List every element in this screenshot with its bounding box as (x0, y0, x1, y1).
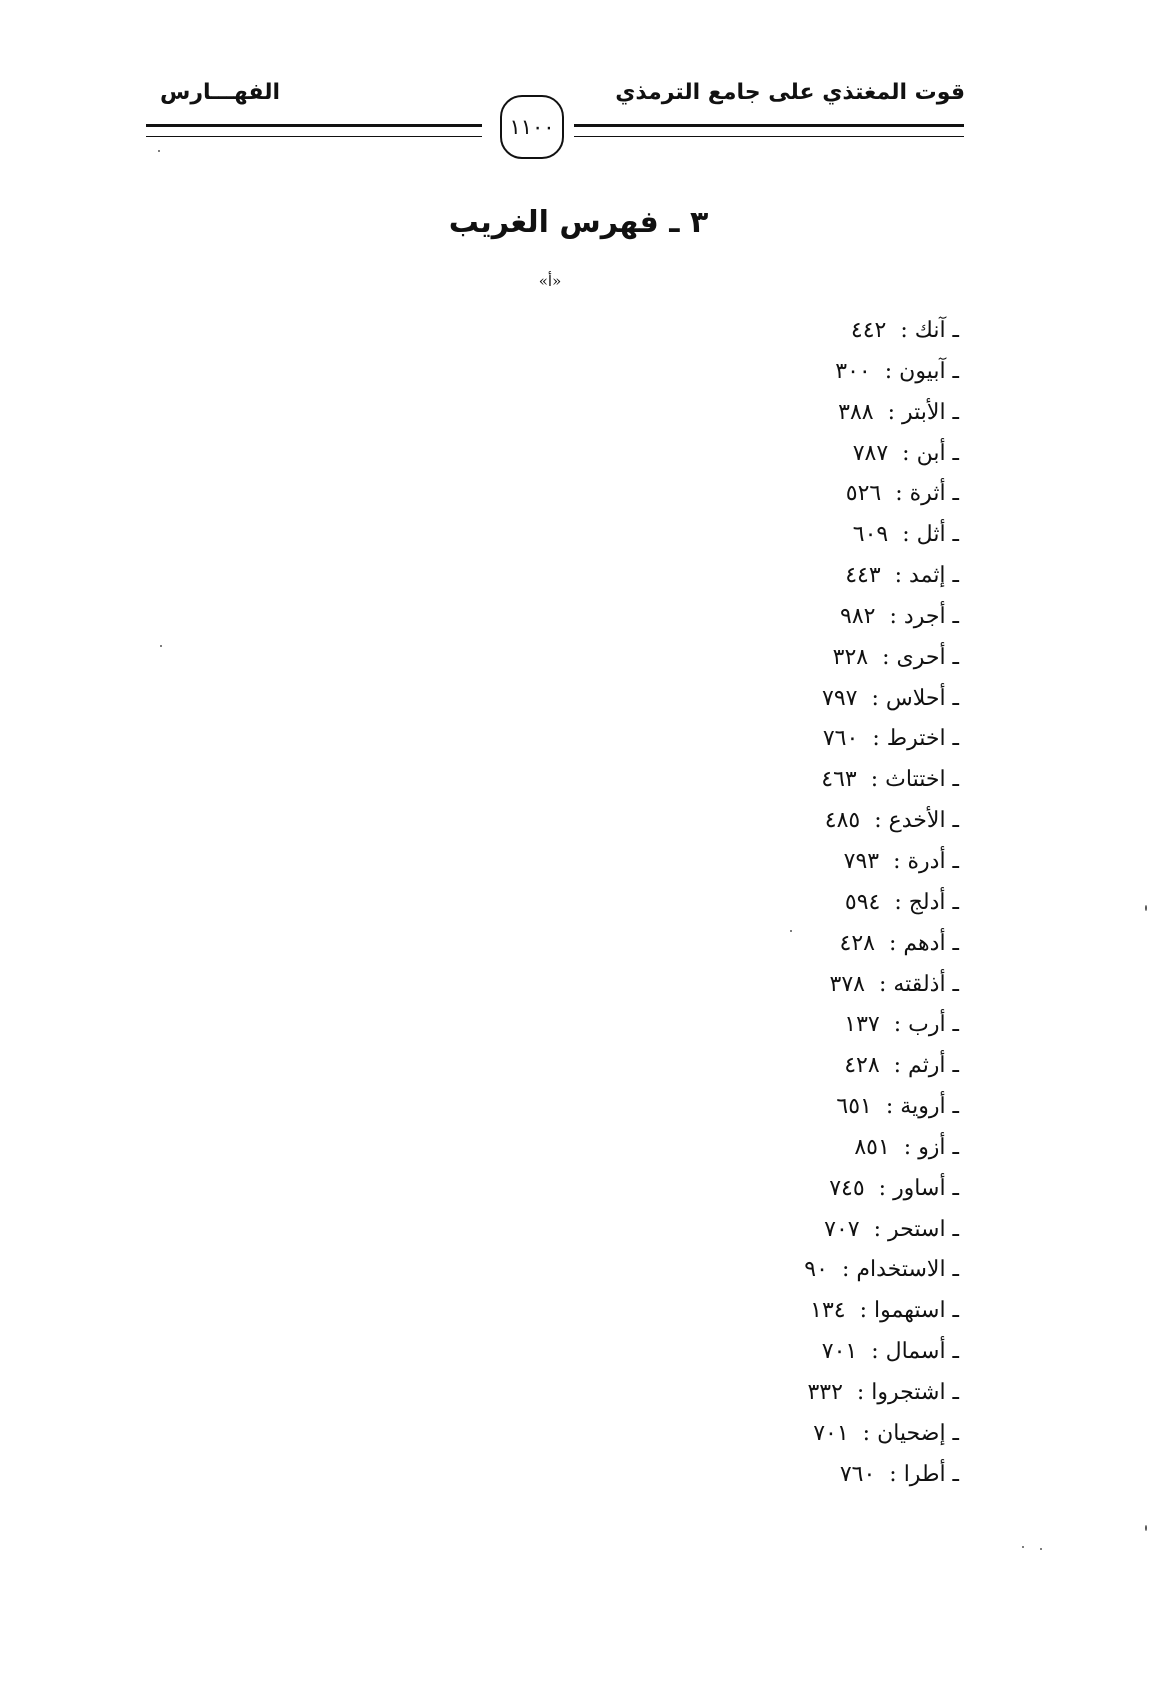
entry-separator: : (872, 726, 887, 752)
entry-separator: : (871, 1339, 886, 1365)
index-entry (559, 1250, 959, 1291)
entry-page-number: ٧٦٠ (839, 1461, 876, 1487)
entry-word: ـ استحر (888, 1216, 959, 1242)
entry-separator: : (873, 1216, 889, 1242)
entry-word: ـ أحلاس (885, 685, 959, 711)
entry-word: ـ آبيون (899, 358, 959, 384)
scan-speck (1022, 1546, 1024, 1548)
index-entry (559, 352, 959, 393)
entry-page-number: ٣٨٨ (838, 399, 874, 425)
entry-separator: : (878, 971, 894, 997)
index-entry (559, 311, 959, 352)
entry-word: ـ أثل (916, 522, 959, 548)
entry-page-number: ٧٩٧ (822, 685, 858, 711)
entry-page-number: ٦٥١ (836, 1094, 872, 1120)
entry-word: ـ أطرا (903, 1461, 959, 1487)
index-entry (559, 883, 959, 924)
entry-separator: : (878, 1175, 894, 1201)
entry-word: ـ أزو (918, 1134, 959, 1160)
page-number: ١١٠٠ (500, 95, 564, 159)
index-entry (559, 1128, 959, 1169)
entry-word: ـ اخترط (886, 726, 959, 752)
scan-speck (1145, 1525, 1147, 1531)
entry-word: ـ اشتجروا (871, 1379, 959, 1405)
index-entry (559, 393, 959, 434)
index-entry (559, 1332, 959, 1373)
entry-page-number: ٧٠٧ (824, 1216, 860, 1242)
entry-page-number: ١٣٤ (810, 1298, 846, 1324)
entry-word: ـ آنك (914, 318, 959, 343)
entry-separator: : (900, 318, 915, 343)
entry-word: ـ أثرة (909, 481, 959, 507)
scan-speck (160, 645, 162, 647)
entry-page-number: ٤٤٣ (845, 563, 881, 589)
index-entry (559, 801, 959, 842)
index-entry (559, 719, 959, 760)
entry-word: ـ إضحيان (877, 1420, 959, 1446)
scan-speck (1040, 1548, 1042, 1550)
index-entry (559, 597, 959, 638)
entry-separator: : (902, 522, 917, 548)
entry-page-number: ٨٥١ (854, 1134, 890, 1160)
entry-separator: : (874, 808, 889, 834)
entry-word: ـ اختتاث (885, 767, 959, 793)
letter-heading: «أ» (538, 272, 562, 290)
index-entry (559, 1005, 959, 1046)
entry-page-number: ٣٧٨ (829, 971, 865, 997)
entry-word: ـ أبن (916, 440, 959, 466)
scan-speck (790, 930, 792, 932)
entry-word: ـ إثمد (909, 563, 959, 589)
entry-word: ـ أحرى (896, 644, 959, 670)
entry-page-number: ٤٢٨ (839, 930, 875, 956)
section-name: الفهـــارس (160, 80, 281, 105)
entry-word: ـ الأخدع (888, 808, 959, 834)
entry-page-number: ٧٨٧ (852, 440, 889, 466)
entry-page-number: ٧٩٣ (843, 848, 880, 874)
entry-separator: : (856, 1379, 872, 1405)
entry-word: ـ أرب (908, 1012, 959, 1038)
entry-page-number: ٦٠٩ (852, 522, 889, 548)
entry-separator: : (862, 1420, 878, 1446)
index-entry (559, 556, 959, 597)
section-title: ٣ ـ فهرس الغريب (448, 205, 709, 240)
index-entry (559, 474, 959, 515)
entry-separator: : (871, 685, 886, 711)
index-entry-list (559, 311, 959, 1495)
entry-word: ـ استهموا (874, 1298, 959, 1324)
entry-page-number: ٥٢٦ (845, 481, 882, 507)
index-entry (559, 1169, 959, 1210)
index-entry (559, 842, 959, 883)
index-entry (559, 760, 959, 801)
entry-word: ـ أسمال (885, 1339, 959, 1365)
entry-separator: : (894, 889, 909, 915)
book-title: قوت المغتذي على جامع الترمذي (615, 80, 965, 105)
index-entry (559, 1373, 959, 1414)
entry-page-number: ٣٢٨ (832, 644, 869, 670)
entry-page-number: ٧٦٠ (822, 726, 859, 752)
index-entry (559, 1046, 959, 1087)
entry-separator: : (841, 1257, 857, 1283)
entry-separator: : (884, 358, 900, 384)
entry-separator: : (893, 1053, 909, 1079)
entry-page-number: ٩٠ (804, 1257, 828, 1283)
index-entry (559, 434, 959, 475)
entry-page-number: ٧٤٥ (829, 1175, 865, 1201)
entry-separator: : (893, 848, 908, 874)
entry-separator: : (902, 440, 917, 466)
entry-word: ـ أرثم (908, 1053, 959, 1079)
entry-word: ـ الأبتر (902, 399, 959, 425)
index-entry (559, 679, 959, 720)
index-entry (559, 1414, 959, 1455)
scan-speck (158, 150, 160, 152)
entry-word: ـ أدهم (903, 930, 959, 956)
index-entry (559, 924, 959, 965)
index-entry (559, 1455, 959, 1496)
entry-page-number: ٣٣٢ (807, 1379, 843, 1405)
entry-separator: : (894, 563, 910, 589)
entry-separator: : (859, 1298, 875, 1324)
entry-separator: : (882, 644, 897, 670)
entry-page-number: ٤٢٨ (844, 1053, 880, 1079)
index-entry (559, 965, 959, 1006)
entry-separator: : (889, 1461, 904, 1487)
entry-separator: : (893, 1012, 909, 1038)
entry-word: ـ أذلقته (893, 971, 959, 997)
header-rule-right (574, 124, 964, 137)
index-entry (559, 1291, 959, 1332)
index-entry (559, 1210, 959, 1251)
entry-page-number: ٧٠١ (813, 1420, 849, 1446)
scan-speck (1145, 905, 1147, 911)
entry-page-number: ١٣٧ (844, 1012, 880, 1038)
entry-page-number: ٤٤٢ (850, 318, 887, 343)
entry-separator: : (885, 1094, 901, 1120)
index-entry (559, 1087, 959, 1128)
entry-word: ـ أدلج (908, 889, 959, 915)
entry-page-number: ٧٠١ (821, 1339, 858, 1365)
entry-separator: : (870, 767, 886, 793)
index-entry (559, 515, 959, 556)
entry-separator: : (895, 481, 910, 507)
entry-page-number: ٩٨٢ (840, 603, 876, 629)
entry-separator: : (889, 603, 904, 629)
index-entry (559, 638, 959, 679)
entry-separator: : (903, 1134, 919, 1160)
entry-page-number: ٤٨٥ (824, 808, 861, 834)
entry-page-number: ٣٠٠ (835, 358, 871, 384)
entry-separator: : (887, 399, 902, 425)
entry-page-number: ٥٩٤ (844, 889, 881, 915)
page-header (0, 0, 1157, 170)
entry-separator: : (889, 930, 904, 956)
entry-word: ـ أجرد (903, 603, 959, 629)
entry-word: ـ أساور (893, 1175, 959, 1201)
header-rule-left (146, 124, 482, 137)
entry-word: ـ أدرة (907, 848, 959, 874)
entry-word: ـ الاستخدام (856, 1257, 959, 1283)
entry-page-number: ٤٦٣ (821, 767, 857, 793)
entry-word: ـ أروية (900, 1094, 959, 1120)
